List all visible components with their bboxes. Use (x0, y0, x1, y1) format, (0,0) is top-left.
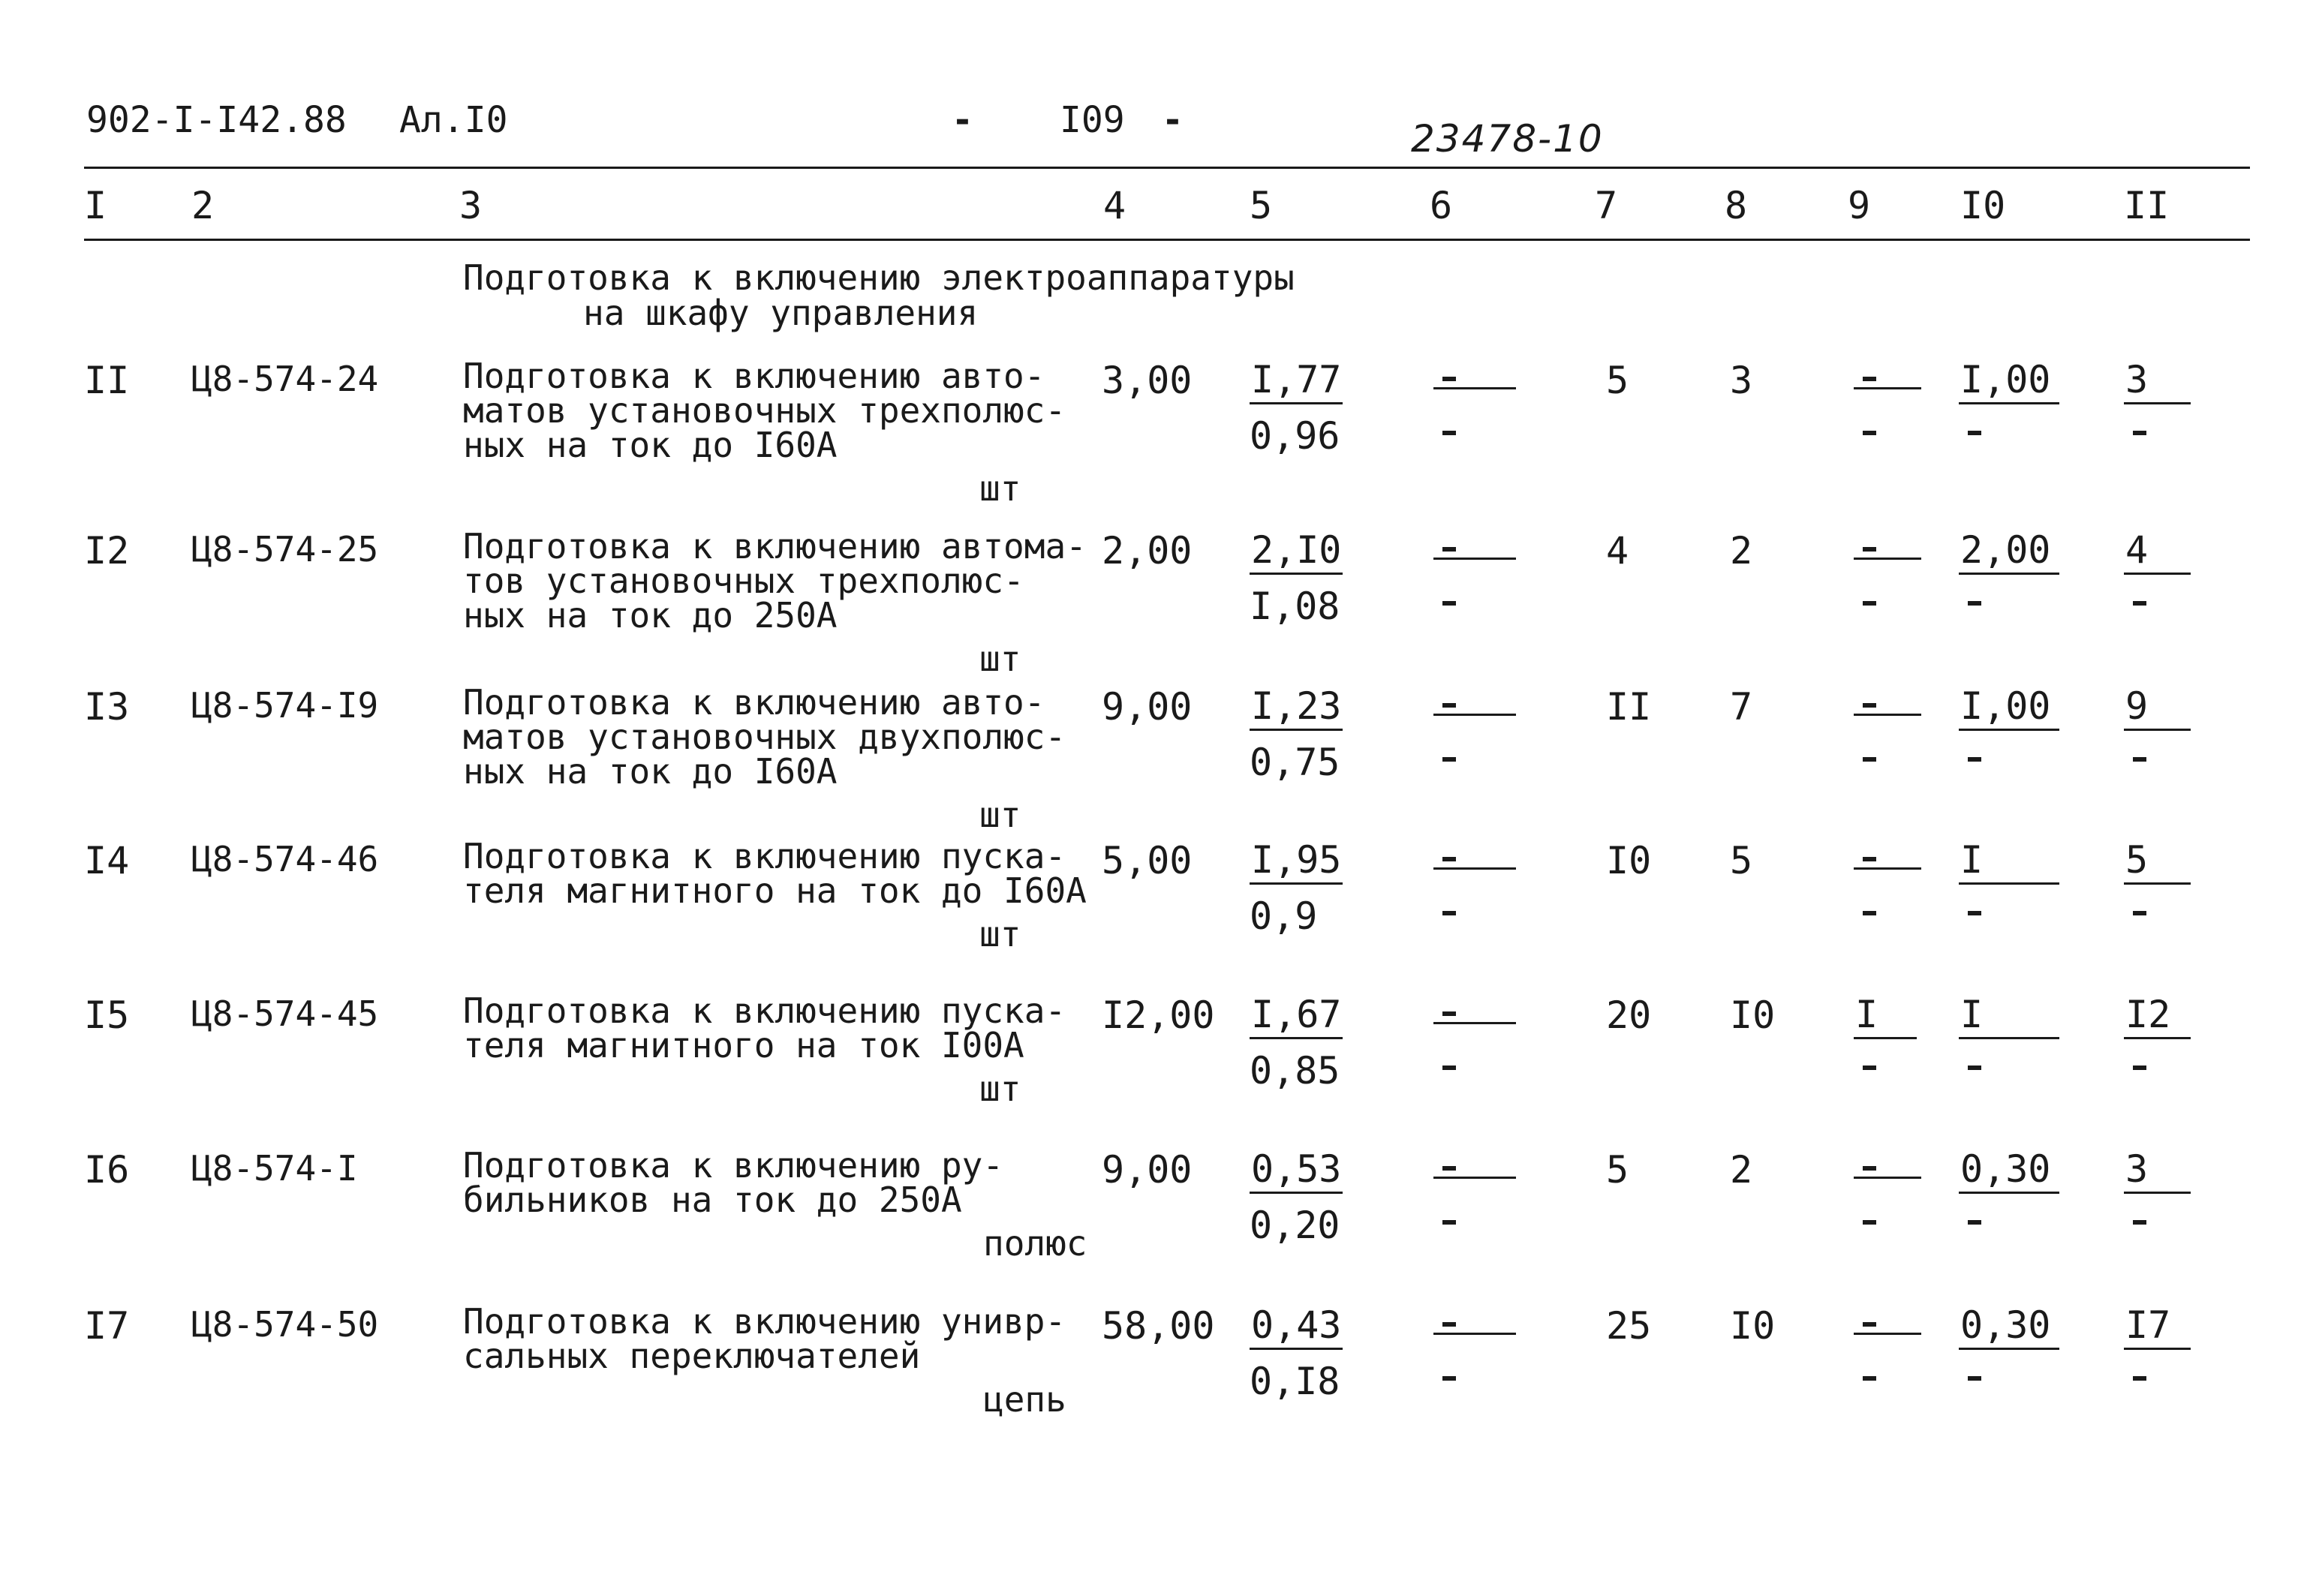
row-number: I5 (84, 993, 130, 1037)
column-5-top: I,77 (1250, 359, 1343, 404)
column-5-fraction (1250, 1148, 1343, 1246)
column-10-bottom (1959, 589, 1963, 597)
sheet-label: Ал.I0 (399, 99, 508, 141)
column-10-top: 0,30 (1959, 1148, 2059, 1194)
column-9-bottom (1854, 1208, 1858, 1216)
column-9-top-dash (1863, 377, 1876, 381)
description-line: Подготовка к включению ру- (463, 1145, 1004, 1186)
column-5-top: 0,53 (1250, 1148, 1343, 1194)
column-10-top: I (1959, 993, 2059, 1039)
column-8-value: 2 (1730, 1148, 1753, 1192)
column-6-top-dash (1442, 1011, 1456, 1016)
column-11-fraction (2124, 1304, 2191, 1350)
norm-code: Ц8-574-46 (191, 839, 379, 879)
section-title-line-1: Подготовка к включению электроаппаратуры (463, 257, 1295, 298)
column-6-bottom-dash (1442, 1376, 1456, 1381)
column-6-top (1433, 359, 1438, 367)
description-line: матов установочных двухполюс- (463, 717, 1066, 757)
column-10-fraction (1959, 993, 2059, 1039)
column-6-top-dash (1442, 377, 1456, 381)
column-11-bottom-dash (2133, 911, 2146, 915)
column-5-bottom: 0,20 (1250, 1204, 1340, 1247)
column-6-bottom (1433, 1053, 1438, 1062)
column-10-bottom (1959, 1364, 1963, 1372)
column-5-top: I,23 (1250, 685, 1343, 731)
column-5-fraction (1250, 993, 1343, 1092)
row-number: I4 (84, 839, 130, 882)
column-number-1: I (84, 184, 107, 227)
description-line: ных на ток до I60A (463, 425, 838, 465)
column-11-top: I7 (2124, 1304, 2191, 1350)
column-9-fraction-line (1854, 1333, 1921, 1335)
unit-label: шт (979, 468, 1021, 509)
column-6-top (1433, 993, 1438, 1002)
column-10-bottom-dash (1968, 1376, 1981, 1381)
column-6-bottom (1433, 899, 1438, 907)
column-11-top: 5 (2124, 839, 2191, 885)
column-11-top: I2 (2124, 993, 2191, 1039)
column-9-top-dash (1863, 1166, 1876, 1171)
column-11-fraction (2124, 839, 2191, 885)
norm-code: Ц8-574-I (191, 1148, 358, 1189)
column-11-bottom-dash (2133, 757, 2146, 762)
norm-code: Ц8-574-I9 (191, 685, 379, 726)
description-line: Подготовка к включению авто- (463, 356, 1045, 396)
column-11-fraction (2124, 685, 2191, 731)
column-7-value: I0 (1606, 839, 1652, 882)
column-10-bottom (1959, 899, 1963, 907)
column-5-bottom: 0,9 (1250, 894, 1318, 938)
column-6-bottom-dash (1442, 757, 1456, 762)
page-dash-left: - (952, 99, 973, 141)
column-11-bottom (2124, 419, 2128, 427)
column-11-bottom (2124, 745, 2128, 753)
description-line: ных на ток до 250А (463, 595, 838, 636)
column-11-bottom-dash (2133, 1066, 2146, 1070)
column-6-fraction-line (1433, 1177, 1516, 1179)
column-6-bottom-dash (1442, 911, 1456, 915)
description-line: Подготовка к включению авто- (463, 682, 1045, 723)
column-9-top: I (1854, 993, 1917, 1039)
column-9-bottom-dash (1863, 601, 1876, 606)
column-6-top-dash (1442, 547, 1456, 552)
column-10-bottom (1959, 745, 1963, 753)
description-line: теля магнитного на ток I00A (463, 1025, 1024, 1066)
column-11-bottom (2124, 1208, 2128, 1216)
column-5-fraction (1250, 1304, 1343, 1402)
column-8-value: 5 (1730, 839, 1753, 882)
column-8-value: 2 (1730, 529, 1753, 573)
column-9-top (1854, 685, 1858, 693)
section-title-line-2: на шкафу управления (583, 293, 979, 333)
column-10-bottom-dash (1968, 911, 1981, 915)
row-number: I6 (84, 1148, 130, 1192)
column-7-value: 25 (1606, 1304, 1652, 1348)
unit-label: шт (979, 639, 1021, 679)
description-line: бильников на ток до 250А (463, 1180, 962, 1220)
column-6-bottom-dash (1442, 431, 1456, 435)
column-10-bottom (1959, 1208, 1963, 1216)
column-number-6: 6 (1430, 184, 1453, 227)
column-8-value: 3 (1730, 359, 1753, 402)
column-6-fraction-line (1433, 558, 1516, 560)
norm-code: Ц8-574-45 (191, 993, 379, 1034)
column-6-top (1433, 1304, 1438, 1312)
column-9-fraction-line (1854, 867, 1921, 870)
column-7-value: 20 (1606, 993, 1652, 1037)
column-4-value: 3,00 (1102, 359, 1193, 402)
column-6-top (1433, 685, 1438, 693)
column-6-bottom (1433, 419, 1438, 427)
column-9-fraction-line (1854, 714, 1921, 716)
column-9-bottom (1854, 745, 1858, 753)
column-11-bottom-dash (2133, 601, 2146, 606)
column-9-top (1854, 1304, 1858, 1312)
description-line: Подготовка к включению автома- (463, 526, 1087, 567)
column-6-bottom (1433, 1364, 1438, 1372)
column-9-bottom (1854, 419, 1858, 427)
column-9-top (1854, 359, 1858, 367)
column-7-value: 5 (1606, 359, 1629, 402)
column-9-bottom-dash (1863, 1220, 1876, 1225)
column-6-bottom-dash (1442, 1066, 1456, 1070)
column-6-top-dash (1442, 857, 1456, 861)
column-11-fraction (2124, 1148, 2191, 1194)
column-5-bottom: 0,75 (1250, 741, 1340, 784)
description-line: сальных переключателей (463, 1336, 921, 1376)
row-number: I7 (84, 1304, 130, 1348)
column-9-bottom (1854, 1364, 1858, 1372)
column-number-11: II (2124, 184, 2170, 227)
column-4-value: 5,00 (1102, 839, 1193, 882)
column-10-bottom-dash (1968, 757, 1981, 762)
column-6-top-dash (1442, 703, 1456, 708)
column-6-top (1433, 1148, 1438, 1156)
row-number: I3 (84, 685, 130, 729)
description-line: тов установочных трехполюс- (463, 561, 1024, 601)
row-number: I2 (84, 529, 130, 573)
column-11-bottom-dash (2133, 1376, 2146, 1381)
column-number-8: 8 (1725, 184, 1748, 227)
column-6-bottom-dash (1442, 601, 1456, 606)
column-4-value: 2,00 (1102, 529, 1193, 573)
description-line: теля магнитного на ток до I60A (463, 870, 1087, 911)
unit-label: полюс (983, 1223, 1087, 1264)
column-number-10: I0 (1960, 184, 2006, 227)
column-9-top (1854, 1148, 1858, 1156)
column-10-bottom-dash (1968, 1220, 1981, 1225)
column-11-bottom-dash (2133, 431, 2146, 435)
column-4-value: 9,00 (1102, 685, 1193, 729)
column-9-fraction-line (1854, 1177, 1921, 1179)
column-10-fraction (1959, 529, 2059, 575)
column-6-top-dash (1442, 1322, 1456, 1327)
column-10-bottom-dash (1968, 601, 1981, 606)
column-5-top: I,95 (1250, 839, 1343, 885)
column-11-top: 9 (2124, 685, 2191, 731)
column-9-top-dash (1863, 857, 1876, 861)
column-10-top: I,00 (1959, 359, 2059, 404)
column-10-top: I,00 (1959, 685, 2059, 731)
column-number-7: 7 (1595, 184, 1618, 227)
column-11-bottom (2124, 1364, 2128, 1372)
column-9-bottom-dash (1863, 1376, 1876, 1381)
column-8-value: I0 (1730, 1304, 1776, 1348)
column-9-bottom-dash (1863, 431, 1876, 435)
description-line: Подготовка к включению пуска- (463, 990, 1066, 1031)
column-7-value: 4 (1606, 529, 1629, 573)
column-6-fraction-line (1433, 1022, 1516, 1024)
norm-code: Ц8-574-24 (191, 359, 379, 399)
column-10-top: I (1959, 839, 2059, 885)
column-9-top (1854, 839, 1858, 847)
description-line: Подготовка к включению пуска- (463, 836, 1066, 876)
column-10-fraction (1959, 1148, 2059, 1194)
column-10-top: 0,30 (1959, 1304, 2059, 1350)
column-number-4: 4 (1103, 184, 1126, 227)
column-number-2: 2 (191, 184, 215, 227)
unit-label: цепь (983, 1379, 1066, 1420)
column-5-fraction (1250, 685, 1343, 783)
column-11-fraction (2124, 529, 2191, 575)
column-11-bottom-dash (2133, 1220, 2146, 1225)
column-6-bottom (1433, 745, 1438, 753)
page-dash-right: - (1162, 99, 1184, 141)
column-6-top-dash (1442, 1166, 1456, 1171)
column-11-top: 3 (2124, 359, 2191, 404)
column-4-value: 9,00 (1102, 1148, 1193, 1192)
column-5-fraction (1250, 529, 1343, 627)
column-6-top (1433, 839, 1438, 847)
column-5-bottom: 0,I8 (1250, 1360, 1340, 1403)
norm-code: Ц8-574-25 (191, 529, 379, 570)
column-6-bottom-dash (1442, 1220, 1456, 1225)
column-9-bottom (1854, 589, 1858, 597)
column-9-bottom-dash (1863, 1066, 1876, 1070)
column-9-bottom (1854, 899, 1858, 907)
header-bottom-rule (84, 239, 2250, 241)
column-10-bottom (1959, 1053, 1963, 1062)
column-5-top: 0,43 (1250, 1304, 1343, 1350)
column-9-fraction (1854, 993, 1917, 1039)
column-8-value: 7 (1730, 685, 1753, 729)
column-10-fraction (1959, 359, 2059, 404)
column-5-fraction (1250, 839, 1343, 937)
column-9-fraction-line (1854, 387, 1921, 389)
document-code: 902-I-I42.88 (86, 99, 347, 141)
column-9-bottom (1854, 1053, 1858, 1062)
header-top-rule (84, 167, 2250, 169)
column-number-5: 5 (1250, 184, 1273, 227)
column-4-value: I2,00 (1102, 993, 1215, 1037)
norm-code: Ц8-574-50 (191, 1304, 379, 1345)
column-5-top: 2,I0 (1250, 529, 1343, 575)
description-line: матов установочных трехполюс- (463, 390, 1066, 431)
column-9-top-dash (1863, 703, 1876, 708)
column-9-bottom-dash (1863, 911, 1876, 915)
page-number: I09 (1060, 99, 1125, 141)
unit-label: шт (979, 1069, 1021, 1109)
column-6-bottom (1433, 1208, 1438, 1216)
column-11-bottom (2124, 1053, 2128, 1062)
column-5-bottom: 0,96 (1250, 414, 1340, 458)
column-number-3: 3 (459, 184, 483, 227)
description-line: Подготовка к включению унивр- (463, 1301, 1066, 1342)
column-6-fraction-line (1433, 1333, 1516, 1335)
column-7-value: 5 (1606, 1148, 1629, 1192)
column-11-fraction (2124, 359, 2191, 404)
column-6-fraction-line (1433, 714, 1516, 716)
description-line: ных на ток до I60A (463, 751, 838, 792)
column-5-fraction (1250, 359, 1343, 457)
unit-label: шт (979, 795, 1021, 835)
column-9-bottom-dash (1863, 757, 1876, 762)
column-9-top (1854, 529, 1858, 537)
column-10-fraction (1959, 839, 2059, 885)
column-10-fraction (1959, 685, 2059, 731)
column-11-top: 3 (2124, 1148, 2191, 1194)
column-10-fraction (1959, 1304, 2059, 1350)
column-5-bottom: 0,85 (1250, 1049, 1340, 1093)
column-10-top: 2,00 (1959, 529, 2059, 575)
column-11-fraction (2124, 993, 2191, 1039)
column-8-value: I0 (1730, 993, 1776, 1037)
column-7-value: II (1606, 685, 1652, 729)
column-5-top: I,67 (1250, 993, 1343, 1039)
column-9-top-dash (1863, 1322, 1876, 1327)
column-number-9: 9 (1848, 184, 1871, 227)
column-10-bottom (1959, 419, 1963, 427)
column-6-fraction-line (1433, 867, 1516, 870)
column-9-top-dash (1863, 547, 1876, 552)
column-6-fraction-line (1433, 387, 1516, 389)
column-11-bottom (2124, 899, 2128, 907)
column-5-bottom: I,08 (1250, 585, 1340, 628)
column-9-fraction-line (1854, 558, 1921, 560)
column-11-top: 4 (2124, 529, 2191, 575)
column-10-bottom-dash (1968, 431, 1981, 435)
handwritten-number: 23478-10 (1411, 117, 1604, 161)
column-4-value: 58,00 (1102, 1304, 1215, 1348)
column-11-bottom (2124, 589, 2128, 597)
row-number: II (84, 359, 130, 402)
column-6-top (1433, 529, 1438, 537)
column-6-bottom (1433, 589, 1438, 597)
column-10-bottom-dash (1968, 1066, 1981, 1070)
unit-label: шт (979, 914, 1021, 954)
